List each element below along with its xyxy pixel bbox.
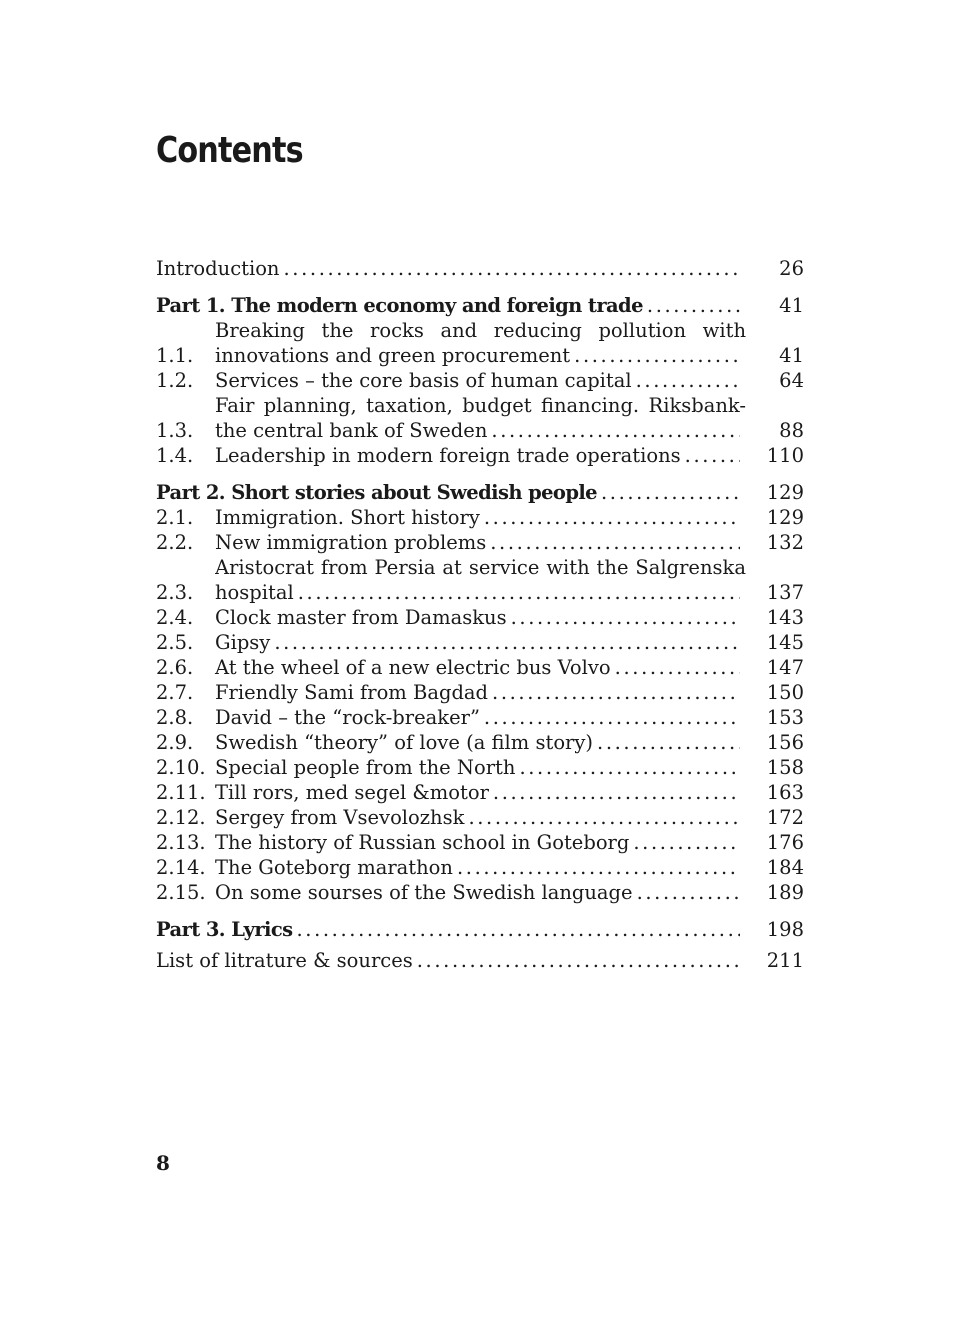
dot-leader [511, 605, 740, 630]
dot-leader [492, 680, 740, 705]
toc-page-number: 156 [766, 731, 804, 754]
toc-entry[interactable] [156, 393, 804, 443]
dot-leader [491, 418, 740, 443]
page-title: Contents [156, 130, 303, 171]
toc-entry[interactable] [156, 730, 804, 755]
toc-entry-title: List of litrature & sources [156, 949, 413, 972]
toc-part-title: Part 2. Short stories about Swedish people [156, 481, 597, 504]
toc-entry[interactable] [156, 530, 804, 555]
toc-entry[interactable] [156, 780, 804, 805]
toc-page-number: 143 [766, 606, 804, 629]
toc-entry-title: Friendly Sami from Bagdad [215, 681, 489, 704]
dot-leader [493, 780, 740, 805]
toc-entry-title: Swedish “theory” of love (a film story) [215, 731, 594, 754]
toc-entry[interactable] [156, 880, 804, 905]
toc-page-number: 64 [779, 369, 804, 392]
toc-page-number: 172 [766, 806, 804, 829]
toc-entry-number: 1.4. [156, 444, 194, 467]
toc-entry-number: 2.3. [156, 581, 194, 604]
toc-page-number: 110 [766, 444, 804, 467]
toc-entry-title: Introduction [156, 257, 280, 280]
toc-entry-title: Sergey from Vsevolozhsk [215, 806, 465, 829]
dot-leader [274, 630, 740, 655]
toc-entry-number: 2.12. [156, 806, 206, 829]
dot-leader [633, 830, 740, 855]
toc-page-number: 153 [766, 706, 804, 729]
toc-page-number: 176 [766, 831, 804, 854]
dot-leader [519, 755, 740, 780]
toc-entry-number: 1.1. [156, 344, 194, 367]
toc-entry[interactable] [156, 830, 804, 855]
toc-entry[interactable] [156, 655, 804, 680]
toc-entry-number: 2.9. [156, 731, 194, 754]
toc-entry-number: 2.14. [156, 856, 206, 879]
toc-entry[interactable] [156, 368, 804, 393]
toc-entry[interactable] [156, 443, 804, 468]
dot-leader [457, 855, 740, 880]
dot-leader [284, 256, 741, 281]
toc-entry-number: 2.13. [156, 831, 206, 854]
toc-page-number: 189 [766, 881, 804, 904]
toc-page-number: 88 [779, 419, 804, 442]
dot-leader [597, 730, 740, 755]
toc-part-heading-3[interactable] [156, 917, 804, 942]
toc-entry-title: Clock master from Damaskus [215, 606, 507, 629]
toc-entry[interactable] [156, 680, 804, 705]
toc-entry[interactable] [156, 855, 804, 880]
dot-leader [490, 530, 740, 555]
toc-entry[interactable] [156, 505, 804, 530]
toc-page-number: 158 [766, 756, 804, 779]
toc-entry-title: At the wheel of a new electric bus Volvo [215, 656, 611, 679]
dot-leader [468, 805, 740, 830]
dot-leader [484, 505, 740, 530]
toc-entry-title: David – the “rock-breaker” [215, 706, 480, 729]
toc-entry[interactable] [156, 605, 804, 630]
dot-leader [417, 948, 740, 973]
table-of-contents [156, 256, 804, 973]
dot-leader [636, 368, 740, 393]
toc-entry-title: Immigration. Short history [215, 506, 480, 529]
toc-entry-title: Special people from the North [215, 756, 516, 779]
toc-page-number: 184 [766, 856, 804, 879]
toc-page-number: 129 [766, 506, 804, 529]
dot-leader [615, 655, 740, 680]
toc-page-number: 145 [766, 631, 804, 654]
toc-entry-number: 2.15. [156, 881, 206, 904]
toc-entry-title: innovations and green procurement [215, 344, 571, 367]
dot-leader [647, 293, 740, 318]
toc-page-number: 198 [766, 918, 804, 941]
toc-entry-title-line: Aristocrat from Persia at service with the Salgrenska [215, 556, 746, 579]
toc-entry-number: 2.7. [156, 681, 194, 704]
toc-entry-title: New immigration problems [215, 531, 487, 554]
dot-leader [637, 880, 740, 905]
dot-leader [484, 705, 740, 730]
toc-entry-title: The history of Russian school in Goteborg [215, 831, 630, 854]
toc-part-title: Part 3. Lyrics [156, 918, 293, 941]
toc-entry-number: 2.4. [156, 606, 194, 629]
toc-page-number: 163 [766, 781, 804, 804]
toc-entry-title: the central bank of Sweden [215, 419, 488, 442]
toc-entry-number: 1.2. [156, 369, 194, 392]
dot-leader [298, 580, 740, 605]
toc-entry-title: hospital [215, 581, 294, 604]
toc-entry-sources[interactable] [156, 948, 804, 973]
toc-entry-title: The Goteborg marathon [215, 856, 453, 879]
toc-page-number: 211 [766, 949, 804, 972]
toc-entry-title: Services – the core basis of human capital [215, 369, 632, 392]
dot-leader [574, 343, 740, 368]
toc-part-heading-1[interactable] [156, 293, 804, 318]
dot-leader [601, 480, 740, 505]
dot-leader [296, 917, 740, 942]
toc-part-title: Part 1. The modern economy and foreign trade [156, 294, 643, 317]
toc-entry-title-line: Fair planning, taxation, budget financing. Riksbank- [215, 394, 746, 417]
toc-entry-number: 2.8. [156, 706, 194, 729]
toc-entry-title: Gipsy [215, 631, 271, 654]
toc-page-number: 150 [766, 681, 804, 704]
toc-page-number: 132 [766, 531, 804, 554]
toc-entry-title: Till rors, med segel &motor [215, 781, 489, 804]
toc-entry-title: On some sourses of the Swedish language [215, 881, 633, 904]
toc-entry[interactable] [156, 630, 804, 655]
toc-entry[interactable] [156, 318, 804, 368]
toc-entry-title: Leadership in modern foreign trade operations [215, 444, 681, 467]
toc-entry-number: 2.11. [156, 781, 206, 804]
toc-entry-number: 1.3. [156, 419, 194, 442]
toc-entry[interactable] [156, 805, 804, 830]
toc-entry[interactable] [156, 705, 804, 730]
toc-page-number: 41 [779, 344, 804, 367]
toc-page-number: 137 [766, 581, 804, 604]
toc-page-number: 147 [766, 656, 804, 679]
toc-entry-number: 2.2. [156, 531, 194, 554]
toc-entry-number: 2.6. [156, 656, 194, 679]
toc-entry-number: 2.10. [156, 756, 206, 779]
toc-entry-number: 2.1. [156, 506, 194, 529]
toc-entry-title-line: Breaking the rocks and reducing pollution with [215, 319, 746, 342]
toc-entry-number: 2.5. [156, 631, 194, 654]
toc-entry[interactable] [156, 755, 804, 780]
toc-page-number: 41 [779, 294, 804, 317]
toc-entry-introduction[interactable] [156, 256, 804, 281]
page-number: 8 [156, 1151, 170, 1175]
toc-part-heading-2[interactable] [156, 480, 804, 505]
toc-entry[interactable] [156, 555, 804, 605]
toc-page-number: 129 [766, 481, 804, 504]
toc-page-number: 26 [779, 257, 804, 280]
dot-leader [685, 443, 740, 468]
